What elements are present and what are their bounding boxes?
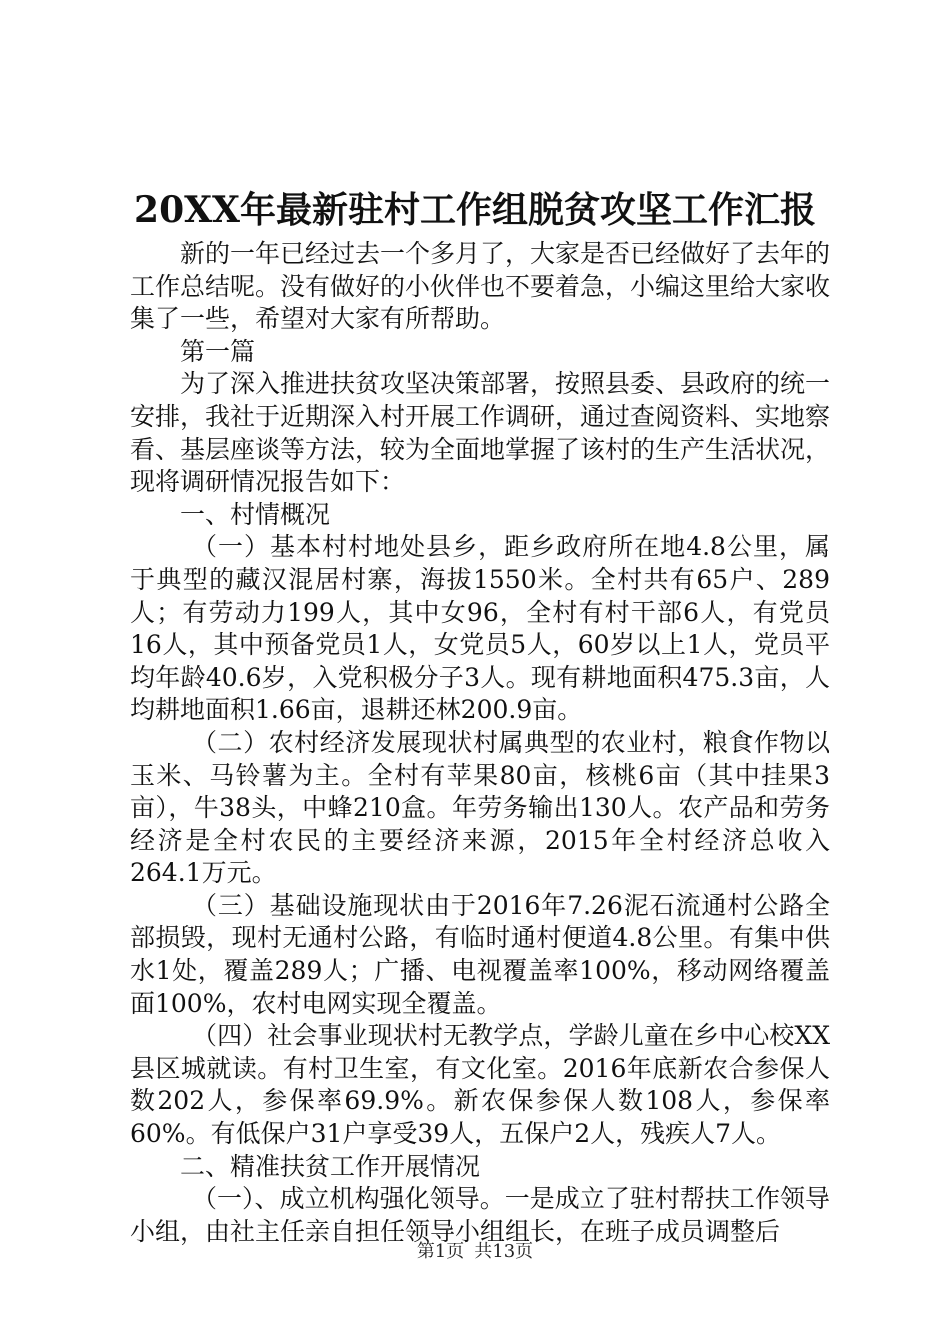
intro-paragraph: 新的一年已经过去一个多月了，大家是否已经做好了去年的工作总结呢。没有做好的小伙伴也不要着急，小编这里给大家收集了一些，希望对大家有所帮助。 bbox=[130, 239, 831, 334]
document-title: 20XX年最新驻村工作组脱贫攻坚工作汇报 bbox=[134, 189, 816, 231]
section-label-first: 第一篇 bbox=[180, 336, 256, 366]
heading-village-overview: 一、村情概况 bbox=[180, 499, 331, 529]
body-paragraph: 为了深入推进扶贫攻坚决策部署，按照县委、县政府的统一安排，我社于近期深入村开展工作调研，通过查阅资料、实地察看、基层座谈等方法，较为全面地掌握了该村的生产生活状况，现将调研情况报告如下： bbox=[130, 369, 831, 497]
document-body bbox=[130, 238, 830, 1248]
heading-poverty-work: 二、精准扶贫工作开展情况 bbox=[180, 1151, 481, 1181]
body-paragraph: （一）基本村村地处县乡，距乡政府所在地4.8公里，属于典型的藏汉混居村寨，海拔1550米。全村共有65户、289人；有劳动力199人，其中女96，全村有村干部6人，有党员16人，其中预备党员1人，女党员5人，60岁以上1人，党员平均年龄40.6岁，入党积极分子3人。现有耕地面积475.3亩，人均耕地面积1.66亩，退耕还林200.9亩。 bbox=[130, 532, 830, 725]
page-total: 共13页 bbox=[474, 1241, 534, 1262]
body-paragraph: （二）农村经济发展现状村属典型的农业村，粮食作物以玉米、马铃薯为主。全村有苹果80亩，核桃6亩（其中挂果3亩），牛38头，中蜂210盒。年劳务输出130人。农产品和劳务经济是全村农民的主要经济来源，2015年全村经济总收入264.1万元。 bbox=[130, 727, 830, 888]
page-footer bbox=[0, 1240, 950, 1264]
body-paragraph: （四）社会事业现状村无教学点，学龄儿童在乡中心校XX县区城就读。有村卫生室，有文化室。2016年底新农合参保人数202人，参保率69.9%。新农保参保人数108人，参保率60%。有低保户31户享受39人，五保户2人，残疾人7人。 bbox=[130, 1021, 830, 1149]
body-paragraph: （一）、成立机构强化领导。一是成立了驻村帮扶工作领导小组，由社主任亲自担任领导小组组长，在班子成员调整后 bbox=[130, 1184, 830, 1246]
page-number: 第1页 bbox=[416, 1241, 465, 1262]
body-paragraph: （三）基础设施现状由于2016年7.26泥石流通村公路全部损毁，现村无通村公路，有临时通村便道4.8公里。有集中供水1处，覆盖289人；广播、电视覆盖率100%，移动网络覆盖面100%，农村电网实现全覆盖。 bbox=[130, 890, 830, 1018]
